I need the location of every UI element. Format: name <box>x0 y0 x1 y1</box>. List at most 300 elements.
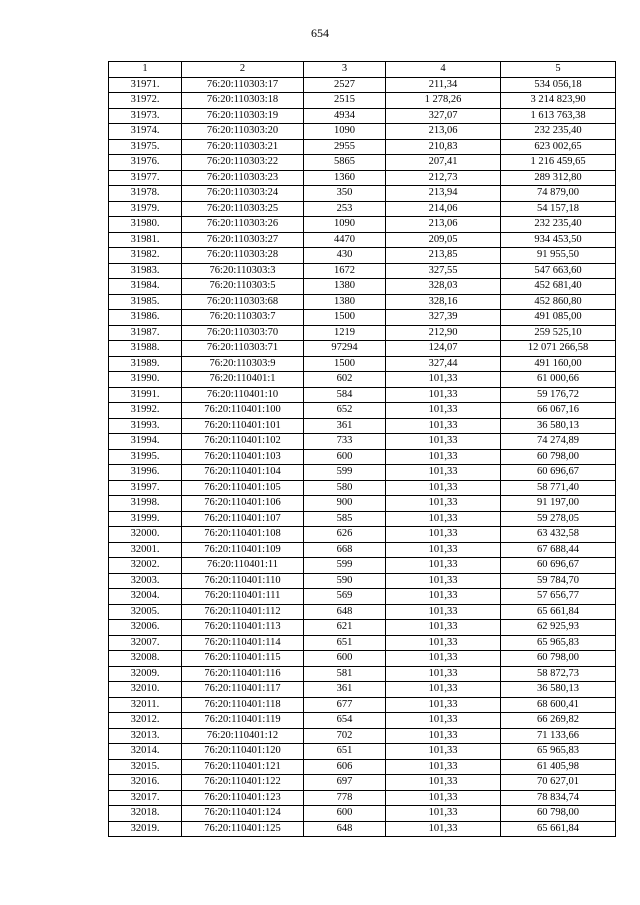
cadastral-number-cell: 76:20:110303:5 <box>182 279 304 295</box>
row-number-cell: 31997. <box>109 480 182 496</box>
cadastral-number-cell: 76:20:110303:9 <box>182 356 304 372</box>
value-cell: 59 176,72 <box>501 387 616 403</box>
rate-cell: 101,33 <box>386 558 501 574</box>
rate-cell: 101,33 <box>386 821 501 837</box>
table-row <box>109 294 616 310</box>
area-cell: 600 <box>304 806 386 822</box>
value-cell: 452 681,40 <box>501 279 616 295</box>
row-number-cell: 31987. <box>109 325 182 341</box>
row-number-cell: 32010. <box>109 682 182 698</box>
cadastral-number-cell: 76:20:110303:28 <box>182 248 304 264</box>
value-cell: 60 798,00 <box>501 806 616 822</box>
row-number-cell: 32017. <box>109 790 182 806</box>
table-row <box>109 542 616 558</box>
rate-cell: 101,33 <box>386 790 501 806</box>
column-header: 3 <box>304 62 386 78</box>
row-number-cell: 32001. <box>109 542 182 558</box>
area-cell: 600 <box>304 449 386 465</box>
value-cell: 1 613 763,38 <box>501 108 616 124</box>
rate-cell: 327,39 <box>386 310 501 326</box>
value-cell: 65 965,83 <box>501 635 616 651</box>
cadastral-number-cell: 76:20:110401:105 <box>182 480 304 496</box>
row-number-cell: 31979. <box>109 201 182 217</box>
value-cell: 289 312,80 <box>501 170 616 186</box>
row-number-cell: 31975. <box>109 139 182 155</box>
value-cell: 934 453,50 <box>501 232 616 248</box>
rate-cell: 101,33 <box>386 511 501 527</box>
area-cell: 733 <box>304 434 386 450</box>
table-row <box>109 341 616 357</box>
area-cell: 621 <box>304 620 386 636</box>
row-number-cell: 31982. <box>109 248 182 264</box>
rate-cell: 101,33 <box>386 496 501 512</box>
area-cell: 1500 <box>304 356 386 372</box>
cadastral-number-cell: 76:20:110401:100 <box>182 403 304 419</box>
value-cell: 66 067,16 <box>501 403 616 419</box>
area-cell: 569 <box>304 589 386 605</box>
table-row <box>109 666 616 682</box>
area-cell: 1090 <box>304 217 386 233</box>
table-row <box>109 248 616 264</box>
table-row <box>109 372 616 388</box>
cadastral-number-cell: 76:20:110401:104 <box>182 465 304 481</box>
row-number-cell: 32003. <box>109 573 182 589</box>
value-cell: 65 661,84 <box>501 604 616 620</box>
row-number-cell: 32015. <box>109 759 182 775</box>
value-cell: 60 696,67 <box>501 558 616 574</box>
table-row <box>109 527 616 543</box>
cadastral-number-cell: 76:20:110303:19 <box>182 108 304 124</box>
area-cell: 1219 <box>304 325 386 341</box>
value-cell: 59 278,05 <box>501 511 616 527</box>
table-row <box>109 480 616 496</box>
area-cell: 652 <box>304 403 386 419</box>
row-number-cell: 31973. <box>109 108 182 124</box>
rate-cell: 214,06 <box>386 201 501 217</box>
row-number-cell: 31992. <box>109 403 182 419</box>
table-row <box>109 775 616 791</box>
value-cell: 74 274,89 <box>501 434 616 450</box>
cadastral-number-cell: 76:20:110303:24 <box>182 186 304 202</box>
area-cell: 702 <box>304 728 386 744</box>
row-number-cell: 31974. <box>109 124 182 140</box>
value-cell: 66 269,82 <box>501 713 616 729</box>
value-cell: 1 216 459,65 <box>501 155 616 171</box>
table-row <box>109 496 616 512</box>
value-cell: 232 235,40 <box>501 124 616 140</box>
rate-cell: 101,33 <box>386 387 501 403</box>
table-body <box>109 77 616 837</box>
row-number-cell: 31999. <box>109 511 182 527</box>
cadastral-number-cell: 76:20:110401:115 <box>182 651 304 667</box>
table-row <box>109 806 616 822</box>
rate-cell: 212,90 <box>386 325 501 341</box>
rate-cell: 101,33 <box>386 434 501 450</box>
area-cell: 599 <box>304 465 386 481</box>
row-number-cell: 32005. <box>109 604 182 620</box>
rate-cell: 101,33 <box>386 635 501 651</box>
value-cell: 58 872,73 <box>501 666 616 682</box>
rate-cell: 327,55 <box>386 263 501 279</box>
rate-cell: 101,33 <box>386 573 501 589</box>
rate-cell: 213,06 <box>386 217 501 233</box>
cadastral-number-cell: 76:20:110401:107 <box>182 511 304 527</box>
rate-cell: 328,16 <box>386 294 501 310</box>
area-cell: 2515 <box>304 93 386 109</box>
table-row <box>109 465 616 481</box>
table-row <box>109 232 616 248</box>
row-number-cell: 32006. <box>109 620 182 636</box>
row-number-cell: 32009. <box>109 666 182 682</box>
area-cell: 654 <box>304 713 386 729</box>
table-row <box>109 790 616 806</box>
row-number-cell: 31988. <box>109 341 182 357</box>
cadastral-number-cell: 76:20:110303:21 <box>182 139 304 155</box>
cadastral-number-cell: 76:20:110401:108 <box>182 527 304 543</box>
row-number-cell: 31984. <box>109 279 182 295</box>
value-cell: 623 002,65 <box>501 139 616 155</box>
value-cell: 54 157,18 <box>501 201 616 217</box>
value-cell: 12 071 266,58 <box>501 341 616 357</box>
row-number-cell: 31998. <box>109 496 182 512</box>
rate-cell: 124,07 <box>386 341 501 357</box>
rate-cell: 101,33 <box>386 527 501 543</box>
area-cell: 1380 <box>304 279 386 295</box>
area-cell: 253 <box>304 201 386 217</box>
rate-cell: 211,34 <box>386 77 501 93</box>
table-row <box>109 573 616 589</box>
area-cell: 4934 <box>304 108 386 124</box>
rate-cell: 101,33 <box>386 449 501 465</box>
rate-cell: 327,07 <box>386 108 501 124</box>
table-row <box>109 744 616 760</box>
row-number-cell: 31993. <box>109 418 182 434</box>
area-cell: 648 <box>304 604 386 620</box>
row-number-cell: 31971. <box>109 77 182 93</box>
table-row <box>109 682 616 698</box>
data-table <box>108 61 616 837</box>
area-cell: 599 <box>304 558 386 574</box>
value-cell: 71 133,66 <box>501 728 616 744</box>
cadastral-number-cell: 76:20:110401:10 <box>182 387 304 403</box>
value-cell: 259 525,10 <box>501 325 616 341</box>
area-cell: 602 <box>304 372 386 388</box>
row-number-cell: 31980. <box>109 217 182 233</box>
value-cell: 36 580,13 <box>501 418 616 434</box>
area-cell: 626 <box>304 527 386 543</box>
table-row <box>109 124 616 140</box>
table-row <box>109 651 616 667</box>
row-number-cell: 31990. <box>109 372 182 388</box>
value-cell: 74 879,00 <box>501 186 616 202</box>
table-row <box>109 403 616 419</box>
row-number-cell: 31989. <box>109 356 182 372</box>
row-number-cell: 32011. <box>109 697 182 713</box>
row-number-cell: 31977. <box>109 170 182 186</box>
cadastral-number-cell: 76:20:110401:1 <box>182 372 304 388</box>
rate-cell: 101,33 <box>386 728 501 744</box>
value-cell: 65 661,84 <box>501 821 616 837</box>
rate-cell: 101,33 <box>386 666 501 682</box>
table-row <box>109 356 616 372</box>
row-number-cell: 32012. <box>109 713 182 729</box>
area-cell: 778 <box>304 790 386 806</box>
cadastral-number-cell: 76:20:110401:124 <box>182 806 304 822</box>
value-cell: 36 580,13 <box>501 682 616 698</box>
rate-cell: 101,33 <box>386 806 501 822</box>
area-cell: 677 <box>304 697 386 713</box>
cadastral-number-cell: 76:20:110401:122 <box>182 775 304 791</box>
value-cell: 491 160,00 <box>501 356 616 372</box>
table-row <box>109 170 616 186</box>
column-header: 4 <box>386 62 501 78</box>
cadastral-number-cell: 76:20:110401:119 <box>182 713 304 729</box>
table-row <box>109 759 616 775</box>
value-cell: 68 600,41 <box>501 697 616 713</box>
cadastral-number-cell: 76:20:110401:12 <box>182 728 304 744</box>
cadastral-number-cell: 76:20:110401:112 <box>182 604 304 620</box>
table-row <box>109 558 616 574</box>
row-number-cell: 32008. <box>109 651 182 667</box>
cadastral-number-cell: 76:20:110303:22 <box>182 155 304 171</box>
cadastral-number-cell: 76:20:110303:3 <box>182 263 304 279</box>
table-row <box>109 821 616 837</box>
rate-cell: 101,33 <box>386 775 501 791</box>
value-cell: 78 834,74 <box>501 790 616 806</box>
table-row <box>109 310 616 326</box>
row-number-cell: 32004. <box>109 589 182 605</box>
value-cell: 60 696,67 <box>501 465 616 481</box>
cadastral-number-cell: 76:20:110303:70 <box>182 325 304 341</box>
value-cell: 59 784,70 <box>501 573 616 589</box>
cadastral-number-cell: 76:20:110401:116 <box>182 666 304 682</box>
rate-cell: 209,05 <box>386 232 501 248</box>
value-cell: 534 056,18 <box>501 77 616 93</box>
row-number-cell: 32002. <box>109 558 182 574</box>
area-cell: 5865 <box>304 155 386 171</box>
table-row <box>109 728 616 744</box>
rate-cell: 101,33 <box>386 713 501 729</box>
table-row <box>109 263 616 279</box>
column-header: 2 <box>182 62 304 78</box>
area-cell: 590 <box>304 573 386 589</box>
row-number-cell: 31981. <box>109 232 182 248</box>
rate-cell: 101,33 <box>386 682 501 698</box>
table-row <box>109 201 616 217</box>
value-cell: 58 771,40 <box>501 480 616 496</box>
area-cell: 900 <box>304 496 386 512</box>
area-cell: 581 <box>304 666 386 682</box>
row-number-cell: 31995. <box>109 449 182 465</box>
table-row <box>109 186 616 202</box>
table-row <box>109 620 616 636</box>
cadastral-number-cell: 76:20:110303:25 <box>182 201 304 217</box>
value-cell: 547 663,60 <box>501 263 616 279</box>
value-cell: 65 965,83 <box>501 744 616 760</box>
area-cell: 430 <box>304 248 386 264</box>
table-row <box>109 418 616 434</box>
rate-cell: 101,33 <box>386 542 501 558</box>
table-row <box>109 93 616 109</box>
column-header: 5 <box>501 62 616 78</box>
area-cell: 1500 <box>304 310 386 326</box>
table-row <box>109 604 616 620</box>
cadastral-number-cell: 76:20:110401:123 <box>182 790 304 806</box>
cadastral-number-cell: 76:20:110401:120 <box>182 744 304 760</box>
cadastral-number-cell: 76:20:110401:121 <box>182 759 304 775</box>
row-number-cell: 31991. <box>109 387 182 403</box>
rate-cell: 207,41 <box>386 155 501 171</box>
rate-cell: 101,33 <box>386 620 501 636</box>
cadastral-number-cell: 76:20:110401:113 <box>182 620 304 636</box>
table-row <box>109 155 616 171</box>
area-cell: 1380 <box>304 294 386 310</box>
area-cell: 580 <box>304 480 386 496</box>
row-number-cell: 31986. <box>109 310 182 326</box>
rate-cell: 101,33 <box>386 372 501 388</box>
rate-cell: 213,06 <box>386 124 501 140</box>
area-cell: 361 <box>304 682 386 698</box>
rate-cell: 101,33 <box>386 403 501 419</box>
area-cell: 350 <box>304 186 386 202</box>
area-cell: 97294 <box>304 341 386 357</box>
area-cell: 584 <box>304 387 386 403</box>
cadastral-number-cell: 76:20:110401:11 <box>182 558 304 574</box>
area-cell: 648 <box>304 821 386 837</box>
rate-cell: 101,33 <box>386 480 501 496</box>
page-number: 654 <box>311 26 329 40</box>
table-row <box>109 434 616 450</box>
row-number-cell: 32019. <box>109 821 182 837</box>
value-cell: 70 627,01 <box>501 775 616 791</box>
value-cell: 67 688,44 <box>501 542 616 558</box>
area-cell: 606 <box>304 759 386 775</box>
table-header-row <box>109 62 616 78</box>
value-cell: 232 235,40 <box>501 217 616 233</box>
cadastral-number-cell: 76:20:110303:27 <box>182 232 304 248</box>
area-cell: 697 <box>304 775 386 791</box>
rate-cell: 101,33 <box>386 465 501 481</box>
cadastral-number-cell: 76:20:110303:23 <box>182 170 304 186</box>
rate-cell: 101,33 <box>386 589 501 605</box>
row-number-cell: 32013. <box>109 728 182 744</box>
row-number-cell: 32018. <box>109 806 182 822</box>
rate-cell: 1 278,26 <box>386 93 501 109</box>
cadastral-number-cell: 76:20:110303:17 <box>182 77 304 93</box>
area-cell: 1672 <box>304 263 386 279</box>
rate-cell: 212,73 <box>386 170 501 186</box>
rate-cell: 213,94 <box>386 186 501 202</box>
value-cell: 491 085,00 <box>501 310 616 326</box>
cadastral-number-cell: 76:20:110401:111 <box>182 589 304 605</box>
table-row <box>109 217 616 233</box>
value-cell: 63 432,58 <box>501 527 616 543</box>
rate-cell: 210,83 <box>386 139 501 155</box>
area-cell: 1090 <box>304 124 386 140</box>
cadastral-number-cell: 76:20:110401:103 <box>182 449 304 465</box>
column-header: 1 <box>109 62 182 78</box>
cadastral-number-cell: 76:20:110303:18 <box>182 93 304 109</box>
area-cell: 600 <box>304 651 386 667</box>
rate-cell: 101,33 <box>386 744 501 760</box>
area-cell: 2527 <box>304 77 386 93</box>
row-number-cell: 31985. <box>109 294 182 310</box>
cadastral-number-cell: 76:20:110303:71 <box>182 341 304 357</box>
table-row <box>109 108 616 124</box>
cadastral-number-cell: 76:20:110401:117 <box>182 682 304 698</box>
table-row <box>109 77 616 93</box>
rate-cell: 101,33 <box>386 697 501 713</box>
cadastral-number-cell: 76:20:110401:102 <box>182 434 304 450</box>
area-cell: 585 <box>304 511 386 527</box>
row-number-cell: 32007. <box>109 635 182 651</box>
value-cell: 3 214 823,90 <box>501 93 616 109</box>
table-row <box>109 635 616 651</box>
area-cell: 651 <box>304 635 386 651</box>
area-cell: 668 <box>304 542 386 558</box>
row-number-cell: 31983. <box>109 263 182 279</box>
cadastral-number-cell: 76:20:110303:26 <box>182 217 304 233</box>
value-cell: 60 798,00 <box>501 449 616 465</box>
cadastral-number-cell: 76:20:110401:118 <box>182 697 304 713</box>
cadastral-number-cell: 76:20:110303:7 <box>182 310 304 326</box>
table-row <box>109 697 616 713</box>
table-row <box>109 449 616 465</box>
table-row <box>109 713 616 729</box>
rate-cell: 101,33 <box>386 418 501 434</box>
cadastral-number-cell: 76:20:110303:68 <box>182 294 304 310</box>
cadastral-number-cell: 76:20:110401:109 <box>182 542 304 558</box>
value-cell: 60 798,00 <box>501 651 616 667</box>
value-cell: 91 955,50 <box>501 248 616 264</box>
table-row <box>109 589 616 605</box>
table-row <box>109 139 616 155</box>
row-number-cell: 32000. <box>109 527 182 543</box>
table-row <box>109 325 616 341</box>
area-cell: 361 <box>304 418 386 434</box>
row-number-cell: 31976. <box>109 155 182 171</box>
row-number-cell: 32016. <box>109 775 182 791</box>
rate-cell: 101,33 <box>386 651 501 667</box>
cadastral-number-cell: 76:20:110303:20 <box>182 124 304 140</box>
area-cell: 4470 <box>304 232 386 248</box>
area-cell: 2955 <box>304 139 386 155</box>
cadastral-number-cell: 76:20:110401:110 <box>182 573 304 589</box>
area-cell: 651 <box>304 744 386 760</box>
area-cell: 1360 <box>304 170 386 186</box>
value-cell: 61 000,66 <box>501 372 616 388</box>
table-row <box>109 279 616 295</box>
value-cell: 62 925,93 <box>501 620 616 636</box>
cadastral-number-cell: 76:20:110401:101 <box>182 418 304 434</box>
row-number-cell: 31978. <box>109 186 182 202</box>
rate-cell: 101,33 <box>386 759 501 775</box>
cadastral-number-cell: 76:20:110401:114 <box>182 635 304 651</box>
row-number-cell: 31996. <box>109 465 182 481</box>
row-number-cell: 32014. <box>109 744 182 760</box>
value-cell: 61 405,98 <box>501 759 616 775</box>
rate-cell: 213,85 <box>386 248 501 264</box>
rate-cell: 328,03 <box>386 279 501 295</box>
cadastral-number-cell: 76:20:110401:106 <box>182 496 304 512</box>
row-number-cell: 31994. <box>109 434 182 450</box>
table-row <box>109 511 616 527</box>
cadastral-number-cell: 76:20:110401:125 <box>182 821 304 837</box>
value-cell: 91 197,00 <box>501 496 616 512</box>
value-cell: 57 656,77 <box>501 589 616 605</box>
row-number-cell: 31972. <box>109 93 182 109</box>
rate-cell: 327,44 <box>386 356 501 372</box>
